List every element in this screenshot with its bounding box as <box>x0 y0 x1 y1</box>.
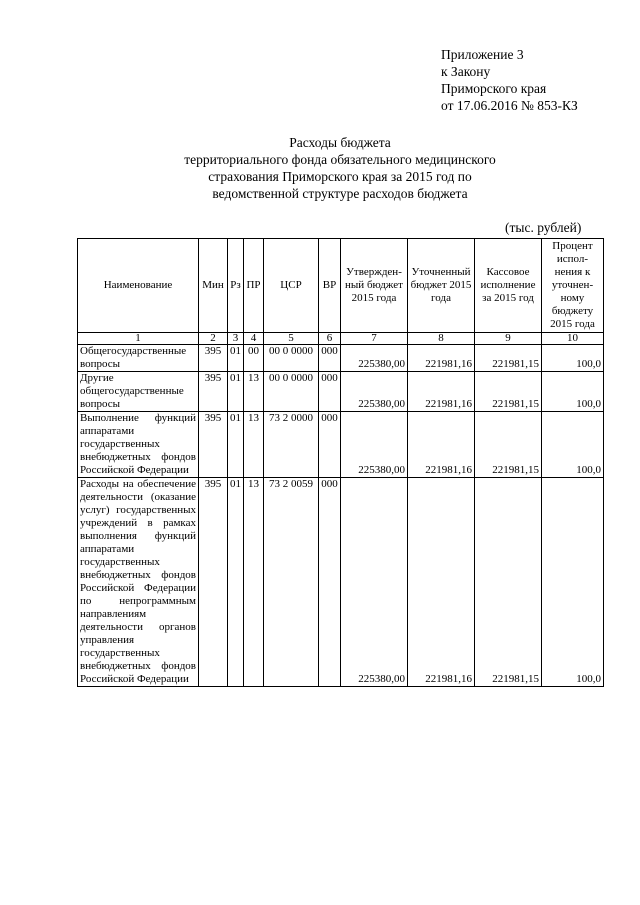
table-row <box>78 478 604 687</box>
title-line-2: территориального фонда обязательного медицинского <box>184 152 496 167</box>
col-number: 4 <box>244 333 264 345</box>
document-title <box>140 134 540 202</box>
row-percent: 100,0 <box>542 478 604 687</box>
header-csr: ЦСР <box>264 239 319 333</box>
row-rz: 01 <box>228 412 244 478</box>
row-approved: 225380,00 <box>341 478 408 687</box>
row-vr: 000 <box>319 478 341 687</box>
col-number: 10 <box>542 333 604 345</box>
table-row <box>78 412 604 478</box>
row-pr: 00 <box>244 345 264 372</box>
row-pr: 13 <box>244 372 264 412</box>
title-line-4: ведомственной структуре расходов бюджета <box>212 186 468 201</box>
units-label: (тыс. рублей) <box>505 220 582 235</box>
budget-table <box>77 238 604 687</box>
header-rz: Рз <box>228 239 244 333</box>
col-number: 5 <box>264 333 319 345</box>
appendix-block <box>441 46 578 114</box>
row-csr: 73 2 0059 <box>264 478 319 687</box>
title-line-1: Расходы бюджета <box>289 135 391 150</box>
row-pr: 13 <box>244 412 264 478</box>
row-vr: 000 <box>319 345 341 372</box>
header-percent: Процент испол-нения к уточнен-ному бюджету 2015 года <box>542 239 604 333</box>
row-vr: 000 <box>319 412 341 478</box>
col-number: 9 <box>475 333 542 345</box>
row-min: 395 <box>199 372 228 412</box>
row-approved: 225380,00 <box>341 372 408 412</box>
row-vr: 000 <box>319 372 341 412</box>
row-revised: 221981,16 <box>408 478 475 687</box>
header-approved: Утвержден-ный бюджет 2015 года <box>341 239 408 333</box>
row-percent: 100,0 <box>542 412 604 478</box>
row-rz: 01 <box>228 372 244 412</box>
row-min: 395 <box>199 412 228 478</box>
col-number: 8 <box>408 333 475 345</box>
header-min: Мин <box>199 239 228 333</box>
row-cash: 221981,15 <box>475 478 542 687</box>
table-row <box>78 345 604 372</box>
appendix-line-4: от 17.06.2016 № 853-КЗ <box>441 98 578 113</box>
header-vr: ВР <box>319 239 341 333</box>
table-header-row <box>78 239 604 333</box>
row-name: Другие общегосударственные вопросы <box>78 372 199 412</box>
row-cash: 221981,15 <box>475 412 542 478</box>
col-number: 7 <box>341 333 408 345</box>
row-percent: 100,0 <box>542 372 604 412</box>
row-pr: 13 <box>244 478 264 687</box>
row-revised: 221981,16 <box>408 345 475 372</box>
row-name: Расходы на обеспечение деятельности (оказание услуг) государственных учреждений в рамках выполнения функций аппаратами государственных внебюджетных фондов Российской Федерации по непрограммным направлениям деятельности органов управления государственных внебюджетных фондов Российской Федерации <box>78 478 199 687</box>
row-percent: 100,0 <box>542 345 604 372</box>
header-name: Наименование <box>78 239 199 333</box>
column-number-row <box>78 333 604 345</box>
row-cash: 221981,15 <box>475 372 542 412</box>
row-name: Общегосударственные вопросы <box>78 345 199 372</box>
row-revised: 221981,16 <box>408 372 475 412</box>
row-approved: 225380,00 <box>341 412 408 478</box>
header-revised: Уточненный бюджет 2015 года <box>408 239 475 333</box>
table-row <box>78 372 604 412</box>
title-line-3: страхования Приморского края за 2015 год по <box>208 169 472 184</box>
appendix-line-2: к Закону <box>441 64 491 79</box>
header-cash: Кассовое исполнение за 2015 год <box>475 239 542 333</box>
row-cash: 221981,15 <box>475 345 542 372</box>
col-number: 2 <box>199 333 228 345</box>
appendix-line-1: Приложение 3 <box>441 47 524 62</box>
row-min: 395 <box>199 345 228 372</box>
appendix-line-3: Приморского края <box>441 81 547 96</box>
row-approved: 225380,00 <box>341 345 408 372</box>
col-number: 6 <box>319 333 341 345</box>
row-rz: 01 <box>228 478 244 687</box>
row-revised: 221981,16 <box>408 412 475 478</box>
row-min: 395 <box>199 478 228 687</box>
col-number: 1 <box>78 333 199 345</box>
header-pr: ПР <box>244 239 264 333</box>
row-rz: 01 <box>228 345 244 372</box>
row-csr: 73 2 0000 <box>264 412 319 478</box>
col-number: 3 <box>228 333 244 345</box>
row-csr: 00 0 0000 <box>264 372 319 412</box>
row-name: Выполнение функций аппаратами государственных внебюджетных фондов Российской Федерации <box>78 412 199 478</box>
row-csr: 00 0 0000 <box>264 345 319 372</box>
